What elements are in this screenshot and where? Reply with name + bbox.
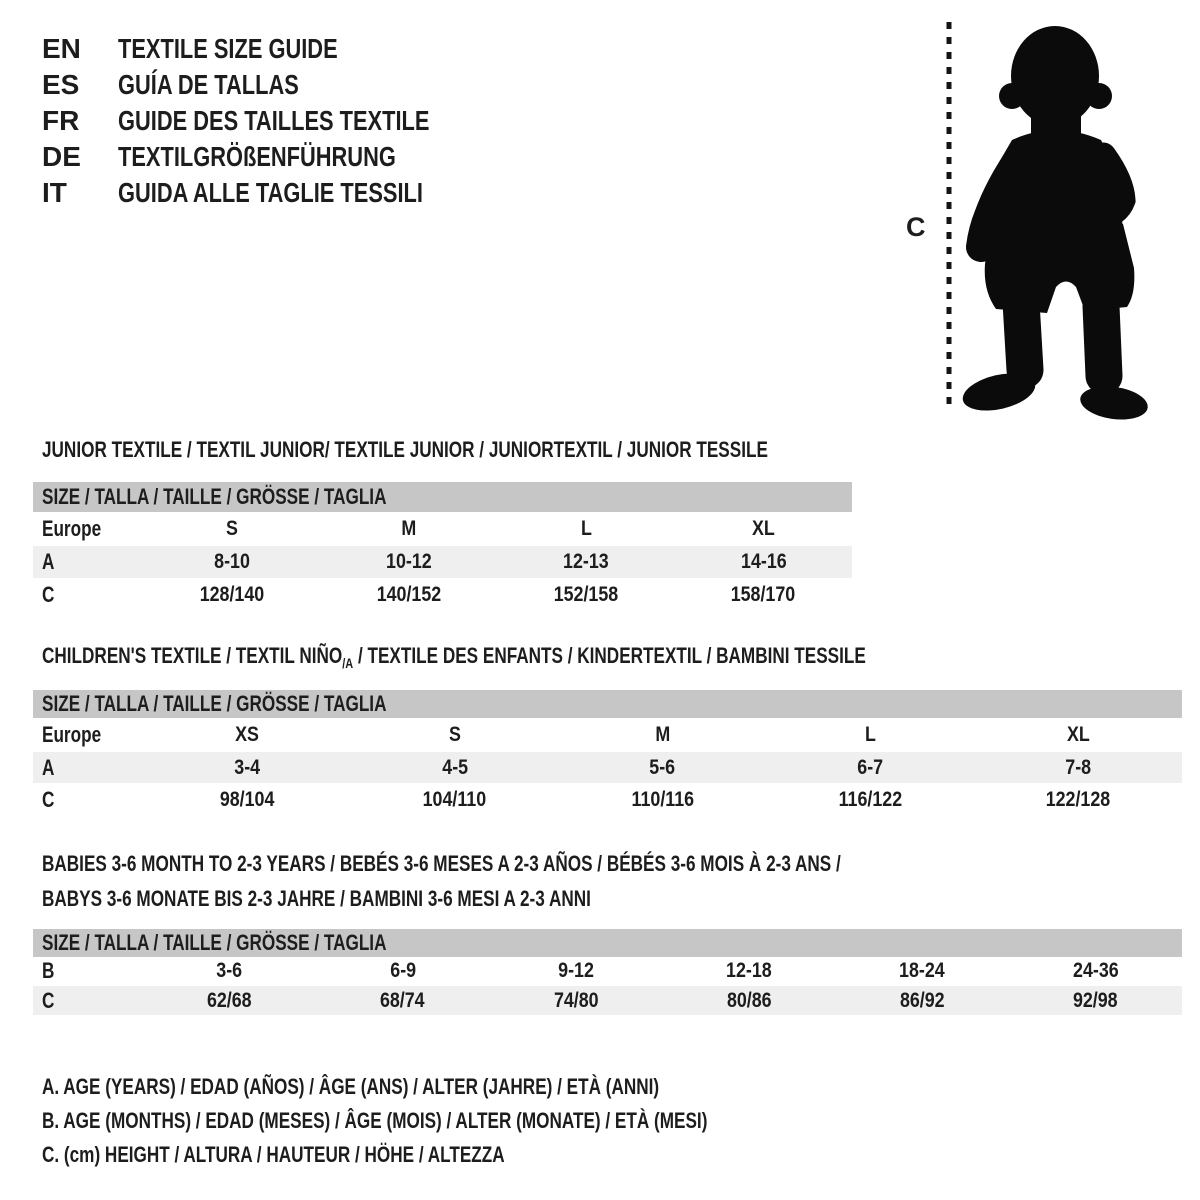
babies-textile-table: [33, 851, 1182, 1015]
col-header: L: [864, 722, 876, 746]
cell: 18-24: [899, 959, 946, 982]
language-title: GUÍA DE TALLAS: [118, 69, 299, 100]
language-code: FR: [42, 105, 80, 136]
col-header: L: [580, 517, 592, 540]
cell: 14-16: [740, 550, 787, 573]
language-code: DE: [42, 141, 81, 172]
cell: 104/110: [422, 787, 487, 811]
table-title-line1: BABIES 3-6 MONTH TO 2-3 YEARS / BEBÉS 3-6 MESES A 2-3 AÑOS / BÉBÉS 3-6 MOIS À 2-3 ANS /: [42, 851, 841, 876]
row-label: Europe: [42, 516, 102, 541]
children-textile-table: [33, 643, 1182, 816]
table-title-line2: BABYS 3-6 MONATE BIS 2-3 JAHRE / BAMBINI 3-6 MESI A 2-3 ANNI: [42, 886, 591, 911]
table-row-c: [33, 986, 1182, 1015]
cell: 3-4: [233, 755, 260, 779]
cell: 86/92: [899, 988, 945, 1012]
cell: 8-10: [213, 550, 250, 573]
table-title: JUNIOR TEXTILE / TEXTIL JUNIOR/ TEXTILE JUNIOR / JUNIORTEXTIL / JUNIOR TESSILE: [42, 437, 768, 462]
cell: 158/170: [731, 582, 796, 606]
table-row-a: [33, 546, 852, 578]
cell: 62/68: [207, 988, 252, 1012]
col-header: XL: [751, 517, 775, 540]
cell: 110/116: [631, 787, 694, 811]
cell: 122/128: [1045, 787, 1111, 811]
language-title: GUIDE DES TAILLES TEXTILE: [118, 105, 430, 136]
height-measure-label: C: [906, 212, 926, 242]
cell: 24-36: [1072, 959, 1119, 982]
cell: 6-9: [389, 959, 416, 982]
language-row-en: [42, 31, 517, 67]
legend-line-a: A. AGE (YEARS) / EDAD (AÑOS) / ÂGE (ANS) / ALTER (JAHRE) / ETÀ (ANNI): [42, 1074, 660, 1099]
language-code: EN: [42, 33, 81, 64]
size-header-bar: [33, 929, 1182, 957]
table-row-columns: [33, 512, 852, 546]
cell: 5-6: [649, 755, 676, 779]
cell: 98/104: [219, 787, 275, 811]
cell: 12-18: [726, 959, 772, 982]
row-label: Europe: [42, 721, 102, 747]
cell: 12-13: [563, 550, 609, 573]
size-header-bar: [33, 482, 852, 512]
col-header: M: [401, 517, 417, 540]
table-row-c: [33, 578, 852, 611]
cell: 6-7: [857, 755, 884, 779]
col-header: S: [448, 722, 461, 746]
cell: 140/152: [376, 582, 442, 606]
table-title: [42, 643, 1098, 671]
cell: 128/140: [199, 582, 264, 606]
language-title: TEXTILGRÖßENFÜHRUNG: [118, 141, 396, 172]
language-code: IT: [42, 177, 67, 208]
legend-line-b: B. AGE (MONTHS) / EDAD (MESES) / ÂGE (MOIS) / ALTER (MONATE) / ETÀ (MESI): [42, 1108, 708, 1133]
table-title-prefix: CHILDREN'S TEXTILE / TEXTIL NIÑO: [42, 643, 343, 668]
col-header: S: [225, 517, 238, 540]
cell: 74/80: [553, 988, 599, 1012]
cell: 10-12: [386, 550, 432, 573]
row-label: A: [42, 549, 55, 574]
language-title: TEXTILE SIZE GUIDE: [118, 33, 338, 64]
row-label: B: [42, 958, 55, 983]
table-title-suffix: / TEXTILE DES ENFANTS / KINDERTEXTIL / BAMBINI TESSILE: [353, 643, 866, 668]
table-row-columns: [33, 717, 1182, 752]
cell: 9-12: [558, 959, 594, 982]
language-row-de: [42, 139, 517, 175]
row-label: C: [42, 581, 55, 607]
size-header-label: SIZE / TALLA / TAILLE / GRÖSSE / TAGLIA: [42, 930, 387, 955]
table-row-b: [33, 956, 1182, 986]
cell: 7-8: [1065, 755, 1091, 779]
cell: 152/158: [553, 582, 619, 606]
cell: 92/98: [1073, 988, 1118, 1012]
size-header-label: SIZE / TALLA / TAILLE / GRÖSSE / TAGLIA: [42, 484, 387, 509]
junior-textile-table: [33, 437, 852, 611]
cell: 80/86: [726, 988, 772, 1012]
language-row-es: [42, 67, 517, 103]
language-row-it: [42, 175, 517, 211]
legend-line-c: C. (cm) HEIGHT / ALTURA / HAUTEUR / HÖHE / ALTEZZA: [42, 1142, 505, 1167]
size-header-label: SIZE / TALLA / TAILLE / GRÖSSE / TAGLIA: [42, 691, 387, 716]
table-row-c: [33, 783, 1182, 816]
row-label: C: [42, 987, 55, 1013]
baby-silhouette-icon: [900, 10, 1180, 430]
cell: 68/74: [380, 988, 426, 1012]
size-header-bar: [33, 690, 1182, 718]
table-row-a: [33, 752, 1182, 783]
language-code: ES: [42, 69, 80, 100]
cell: 4-5: [441, 755, 468, 779]
cell: 116/122: [838, 787, 903, 811]
col-header: XS: [234, 722, 259, 746]
cell: 3-6: [216, 959, 243, 982]
col-header: XL: [1066, 722, 1090, 746]
row-label: A: [42, 754, 55, 780]
language-list: [42, 31, 517, 211]
col-header: M: [655, 722, 670, 746]
row-label: C: [42, 786, 55, 812]
language-row-fr: [42, 103, 517, 139]
language-title: GUIDA ALLE TAGLIE TESSILI: [118, 177, 423, 208]
legend: [42, 1070, 895, 1172]
table-title-subscript: /A: [342, 655, 354, 671]
